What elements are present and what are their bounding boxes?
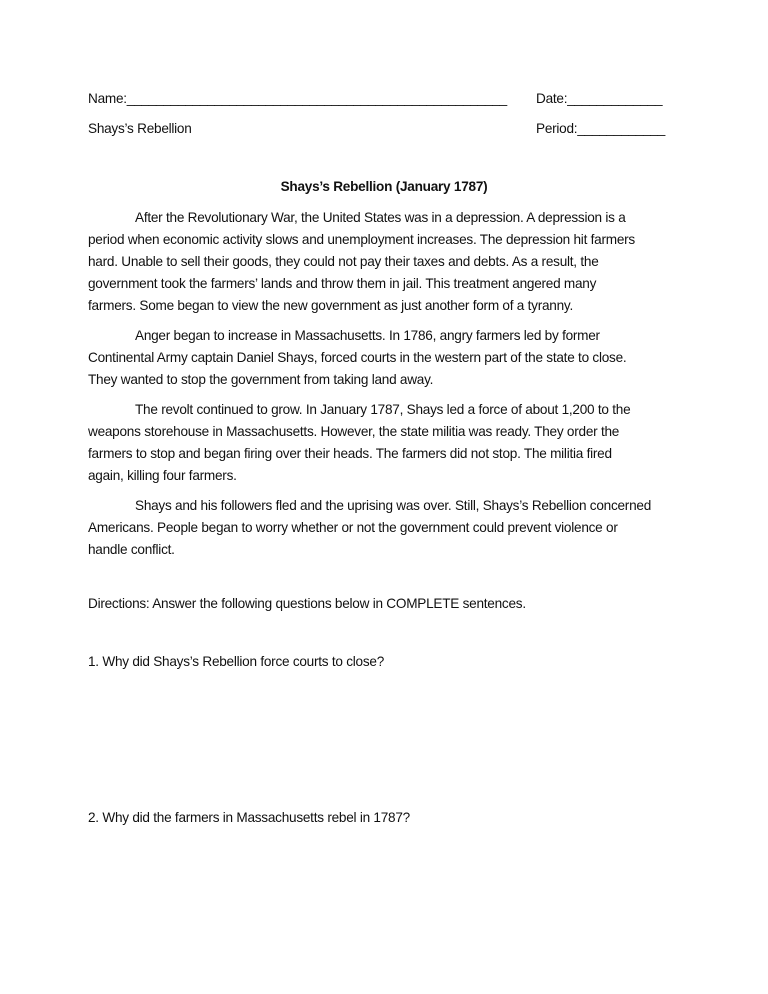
paragraph-3 — [88, 399, 688, 487]
text-line: Continental Army captain Daniel Shays, forced courts in the western part of the state to close. — [88, 350, 627, 365]
text-line: handle conflict. — [88, 542, 175, 557]
text-line: farmers. Some began to view the new government as just another form of a tyranny. — [88, 298, 573, 313]
text-line: They wanted to stop the government from taking land away. — [88, 372, 434, 387]
text-line: Anger began to increase in Massachusetts. In 1786, angry farmers led by former — [135, 328, 600, 343]
text-line: Americans. People began to worry whether or not the government could prevent violence or — [88, 520, 618, 535]
subject-label: Shays’s Rebellion — [88, 121, 192, 136]
text-line: government took the farmers’ lands and throw them in jail. This treatment angered many — [88, 276, 597, 291]
name-field[interactable]: Name:____________________________________________________ — [88, 91, 507, 106]
paragraph-1 — [88, 207, 688, 317]
period-field[interactable]: Period:____________ — [536, 121, 666, 136]
text-line: hard. Unable to sell their goods, they could not pay their taxes and debts. As a result, the — [88, 254, 599, 269]
text-line: weapons storehouse in Massachusetts. However, the state militia was ready. They order the — [88, 424, 620, 439]
text-line: Shays and his followers fled and the uprising was over. Still, Shays’s Rebellion concerned — [135, 498, 652, 513]
date-field[interactable]: Date:_____________ — [536, 91, 663, 106]
paragraph-2 — [88, 325, 688, 391]
text-line: The revolt continued to grow. In January 1787, Shays led a force of about 1,200 to the — [135, 402, 631, 417]
question-2: 2. Why did the farmers in Massachusetts rebel in 1787? — [88, 810, 410, 825]
text-line: again, killing four farmers. — [88, 468, 237, 483]
directions: Directions: Answer the following questions below in COMPLETE sentences. — [88, 596, 526, 611]
text-line: period when economic activity slows and unemployment increases. The depression hit farmers — [88, 232, 635, 247]
document-title: Shays’s Rebellion (January 1787) — [280, 179, 488, 194]
question-1: 1. Why did Shays’s Rebellion force courts to close? — [88, 654, 385, 669]
text-line: farmers to stop and began firing over their heads. The farmers did not stop. The militia fired — [88, 446, 612, 461]
paragraph-4 — [88, 495, 688, 561]
text-line: After the Revolutionary War, the United States was in a depression. A depression is a — [135, 210, 626, 225]
